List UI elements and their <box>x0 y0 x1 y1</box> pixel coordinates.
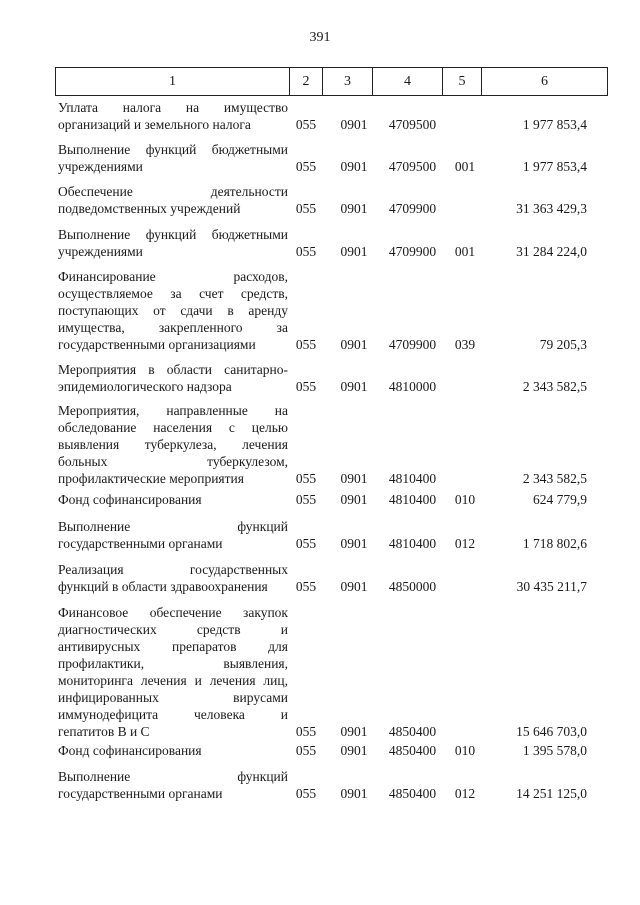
column-header: 2 <box>290 68 323 96</box>
description-line: Выполнение функций <box>58 519 288 534</box>
admin-code: 055 <box>295 786 317 801</box>
amount: 15 646 703,0 <box>516 724 587 739</box>
section-code: 0901 <box>340 117 368 132</box>
amount: 1 977 853,4 <box>522 159 587 174</box>
description-line: профилактические мероприятия <box>58 471 244 486</box>
section-code: 0901 <box>340 579 368 594</box>
row-description <box>58 226 288 260</box>
table-row <box>55 561 607 595</box>
column-header: 4 <box>373 68 443 96</box>
description-line: обследование населения с целью <box>58 420 288 435</box>
description-line: мониторинга лечения и лечения лиц, <box>58 673 288 688</box>
description-line: подведомственных учреждений <box>58 201 241 216</box>
target-code: 4810400 <box>388 471 437 486</box>
description-line: Фонд софинансирования <box>58 743 202 758</box>
target-code: 4810000 <box>388 379 437 394</box>
section-code: 0901 <box>340 471 368 486</box>
description-line: учреждениями <box>58 244 143 259</box>
amount: 31 284 224,0 <box>516 244 587 259</box>
description-line: организаций и земельного налога <box>58 117 251 132</box>
target-code: 4709500 <box>388 159 437 174</box>
description-line: гепатитов В и С <box>58 724 150 739</box>
expense-type-code: 010 <box>454 743 476 758</box>
section-code: 0901 <box>340 201 368 216</box>
target-code: 4810400 <box>388 492 437 507</box>
admin-code: 055 <box>295 244 317 259</box>
admin-code: 055 <box>295 579 317 594</box>
row-description <box>58 99 288 133</box>
description-line: осуществляемое за счет средств, <box>58 286 288 301</box>
table-row <box>55 402 607 487</box>
target-code: 4850000 <box>388 579 437 594</box>
section-code: 0901 <box>340 786 368 801</box>
description-line: учреждениями <box>58 159 143 174</box>
admin-code: 055 <box>295 201 317 216</box>
description-line: Финансовое обеспечение закупок <box>58 605 288 620</box>
row-description <box>58 742 288 759</box>
expense-type-code: 039 <box>454 337 476 352</box>
description-line: функций в области здравоохранения <box>58 579 268 594</box>
table-row <box>55 518 607 552</box>
description-line: больных туберкулезом, <box>58 454 288 469</box>
column-header: 6 <box>482 68 608 96</box>
row-description <box>58 361 288 395</box>
expense-type-code: 010 <box>454 492 476 507</box>
column-header: 3 <box>323 68 373 96</box>
amount: 30 435 211,7 <box>516 579 587 594</box>
target-code: 4709500 <box>388 117 437 132</box>
admin-code: 055 <box>295 471 317 486</box>
column-header: 5 <box>443 68 482 96</box>
page-number: 391 <box>309 30 331 45</box>
admin-code: 055 <box>295 743 317 758</box>
description-line: Уплата налога на имущество <box>58 100 288 115</box>
section-code: 0901 <box>340 743 368 758</box>
amount: 624 779,9 <box>533 492 587 507</box>
description-line: Мероприятия, направленные на <box>58 403 288 418</box>
description-line: Реализация государственных <box>58 562 288 577</box>
row-description <box>58 402 288 487</box>
row-description <box>58 768 288 802</box>
target-code: 4810400 <box>388 536 437 551</box>
admin-code: 055 <box>295 724 317 739</box>
description-line: диагностических средств и <box>58 622 288 637</box>
description-line: профилактики, выявления, <box>58 656 288 671</box>
target-code: 4850400 <box>388 724 437 739</box>
amount: 1 395 578,0 <box>522 743 587 758</box>
column-header-row <box>56 68 608 96</box>
expense-type-code: 001 <box>454 244 476 259</box>
row-description <box>58 268 288 353</box>
description-line: Финансирование расходов, <box>58 269 288 284</box>
section-code: 0901 <box>340 379 368 394</box>
table-row <box>55 268 607 353</box>
amount: 79 205,3 <box>539 337 587 352</box>
admin-code: 055 <box>295 337 317 352</box>
target-code: 4709900 <box>388 244 437 259</box>
description-line: Фонд софинансирования <box>58 492 202 507</box>
description-line: иммунодефицита человека и <box>58 707 288 722</box>
table-row <box>55 768 607 802</box>
amount: 14 251 125,0 <box>516 786 587 801</box>
expense-type-code: 012 <box>454 536 476 551</box>
description-line: имущества, закрепленного за <box>58 320 288 335</box>
description-line: антивирусных препаратов для <box>58 639 288 654</box>
description-line: Мероприятия в области санитарно- <box>58 362 288 377</box>
amount: 2 343 582,5 <box>522 471 587 486</box>
admin-code: 055 <box>295 536 317 551</box>
table-row <box>55 361 607 395</box>
row-description <box>58 491 288 508</box>
section-code: 0901 <box>340 724 368 739</box>
admin-code: 055 <box>295 117 317 132</box>
admin-code: 055 <box>295 159 317 174</box>
expense-type-code: 012 <box>454 786 476 801</box>
amount: 1 718 802,6 <box>522 536 587 551</box>
column-header: 1 <box>56 68 290 96</box>
description-line: Выполнение функций бюджетными <box>58 227 288 242</box>
row-description <box>58 141 288 175</box>
description-line: государственными организациями <box>58 337 256 352</box>
row-description <box>58 561 288 595</box>
section-code: 0901 <box>340 244 368 259</box>
section-code: 0901 <box>340 337 368 352</box>
table-row <box>55 491 607 508</box>
description-line: инфицированных вирусами <box>58 690 288 705</box>
description-line: эпидемиологического надзора <box>58 379 232 394</box>
description-line: Выполнение функций <box>58 769 288 784</box>
target-code: 4709900 <box>388 337 437 352</box>
table-row <box>55 604 607 740</box>
row-description <box>58 518 288 552</box>
admin-code: 055 <box>295 379 317 394</box>
target-code: 4850400 <box>388 786 437 801</box>
amount: 2 343 582,5 <box>522 379 587 394</box>
target-code: 4709900 <box>388 201 437 216</box>
table-row <box>55 141 607 175</box>
description-line: государственными органами <box>58 786 223 801</box>
column-header-table <box>55 67 608 96</box>
section-code: 0901 <box>340 159 368 174</box>
expense-type-code: 001 <box>454 159 476 174</box>
description-line: поступающих от сдачи в аренду <box>58 303 288 318</box>
admin-code: 055 <box>295 492 317 507</box>
description-line: Обеспечение деятельности <box>58 184 288 199</box>
target-code: 4850400 <box>388 743 437 758</box>
description-line: государственными органами <box>58 536 223 551</box>
table-row <box>55 99 607 133</box>
row-description <box>58 183 288 217</box>
section-code: 0901 <box>340 492 368 507</box>
description-line: Выполнение функций бюджетными <box>58 142 288 157</box>
section-code: 0901 <box>340 536 368 551</box>
table-row <box>55 742 607 759</box>
table-row <box>55 183 607 217</box>
table-row <box>55 226 607 260</box>
row-description <box>58 604 288 740</box>
description-line: выявления туберкулеза, лечения <box>58 437 288 452</box>
amount: 31 363 429,3 <box>516 201 587 216</box>
amount: 1 977 853,4 <box>522 117 587 132</box>
